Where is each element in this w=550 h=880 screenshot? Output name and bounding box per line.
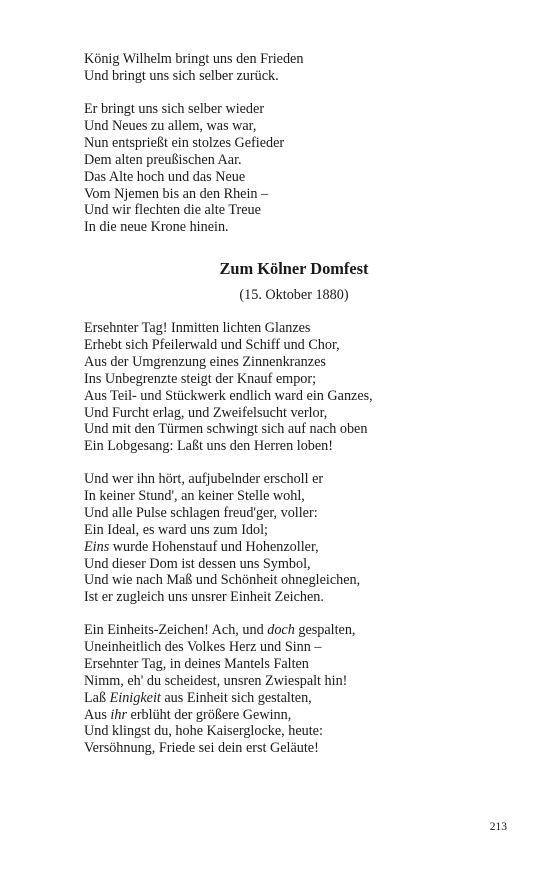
stanza-3 bbox=[84, 622, 355, 757]
verse-line bbox=[84, 707, 355, 724]
verse-line: Und wie nach Maß und Schönheit ohnegleichen, bbox=[84, 572, 361, 589]
poem-date: (15. Oktober 1880) bbox=[239, 287, 349, 303]
verse-line: Uneinheitlich des Volkes Herz und Sinn – bbox=[84, 638, 322, 655]
verse-line: Ein Ideal, es ward uns zum Idol; bbox=[84, 521, 268, 538]
poem-title: Zum Kölner Domfest bbox=[219, 259, 369, 278]
verse-line: Und Neues zu allem, was war, bbox=[84, 117, 257, 134]
verse-emphasis: doch bbox=[267, 622, 295, 638]
verse-text: Laß bbox=[84, 689, 110, 706]
stanza-2 bbox=[84, 471, 360, 606]
verse-line bbox=[84, 690, 355, 707]
verse-line: Nun entsprießt ein stolzes Gefieder bbox=[84, 134, 285, 151]
stanza-previous-poem bbox=[84, 101, 284, 236]
verse-line: Versöhnung, Friede sei dein erst Geläute! bbox=[84, 740, 319, 757]
verse-emphasis: Einigkeit bbox=[109, 689, 161, 706]
verse-line: Und klingst du, hohe Kaiserglocke, heute: bbox=[84, 723, 323, 740]
verse-line: Und bringt uns sich selber zurück. bbox=[84, 67, 279, 84]
verse-line: Aus der Umgrenzung eines Zinnenkranzes bbox=[84, 353, 326, 370]
verse-emphasis: Eins bbox=[84, 538, 110, 555]
verse-line bbox=[84, 622, 355, 639]
verse-line: Ist er zugleich uns unsrer Einheit Zeichen. bbox=[84, 589, 324, 606]
verse-line: Und wir flechten die alte Treue bbox=[84, 202, 261, 219]
verse-line: Und dieser Dom ist dessen uns Symbol, bbox=[84, 555, 311, 572]
verse-text: Ein Einheits-Zeichen! Ach, und bbox=[84, 622, 268, 638]
verse-line: Das Alte hoch und das Neue bbox=[84, 168, 246, 185]
verse-text: erblüht der größere Gewinn, bbox=[126, 706, 292, 723]
stanza-1 bbox=[84, 320, 373, 455]
verse-line: Und alle Pulse schlagen freud'ger, voller: bbox=[84, 504, 318, 521]
verse-text: aus Einheit sich gestalten, bbox=[160, 689, 312, 706]
verse-line: Erhebt sich Pfeilerwald und Schiff und Chor, bbox=[84, 336, 340, 353]
verse-line: Er bringt uns sich selber wieder bbox=[84, 101, 265, 117]
verse-line: Und wer ihn hört, aufjubelnder erscholl er bbox=[84, 471, 324, 487]
verse-line: In die neue Krone hinein. bbox=[84, 219, 229, 236]
verse-line: Und Furcht erlag, und Zweifelsucht verlor, bbox=[84, 404, 328, 421]
verse-line: Ersehnter Tag, in deines Mantels Falten bbox=[84, 655, 309, 672]
verse-emphasis: ihr bbox=[110, 706, 127, 723]
verse-line: Ersehnter Tag! Inmitten lichten Glanzes bbox=[84, 320, 311, 336]
page-number: 213 bbox=[489, 821, 507, 833]
verse-text: Aus bbox=[84, 706, 111, 723]
verse-line: Dem alten preußischen Aar. bbox=[84, 151, 242, 168]
verse-text: gespalten, bbox=[294, 622, 356, 638]
verse-line: König Wilhelm bringt uns den Frieden bbox=[84, 51, 304, 67]
verse-line: Nimm, eh' du scheidest, unsren Zwiespalt hin! bbox=[84, 672, 348, 689]
verse-line bbox=[84, 539, 360, 556]
verse-line: Und mit den Türmen schwingt sich auf nach oben bbox=[84, 421, 368, 438]
verse-line: Ins Unbegrenzte steigt der Knauf empor; bbox=[84, 370, 317, 387]
verse-line: In keiner Stund', an keiner Stelle wohl, bbox=[84, 487, 305, 504]
verse-line: Ein Lobgesang: Laßt uns den Herren loben! bbox=[84, 438, 333, 455]
verse-text: wurde Hohenstauf und Hohenzoller, bbox=[109, 538, 319, 555]
stanza-closing-previous-poem bbox=[84, 51, 303, 85]
verse-line: Aus Teil- und Stückwerk endlich ward ein Ganzes, bbox=[84, 387, 373, 404]
verse-line: Vom Njemen bis an den Rhein – bbox=[84, 185, 269, 202]
